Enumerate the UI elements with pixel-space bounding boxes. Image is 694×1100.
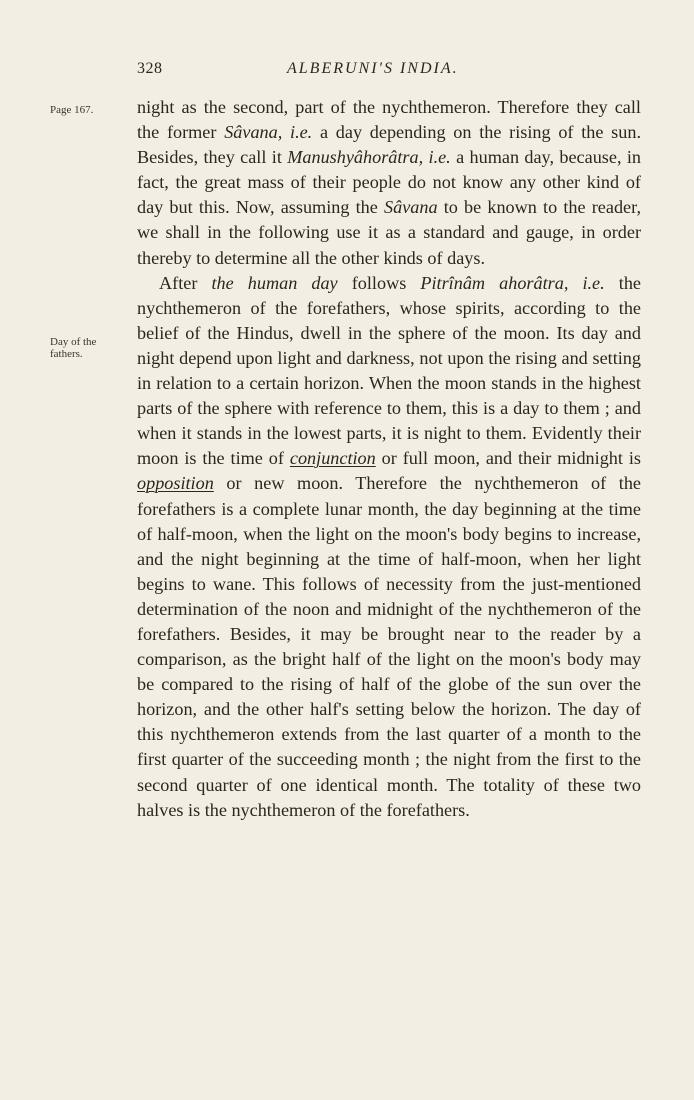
paragraph (137, 271, 641, 823)
italic-term: Sâvana, i.e. (224, 122, 313, 143)
text-run: After (159, 272, 212, 293)
text-run: or full moon, and their midnight is (375, 448, 641, 469)
text-run: the nychthemeron of the forefathers, whose spirits, according to the belief of the Hindus, dwell in the sphere of the moon. Its day and night depend upon light and darkness, not upon the rising and setting in relation to a certain horizon. When the moon stands in the highest parts of the sphere with reference to them, this is a day to them ; and when it stands in the lowest parts, it is night to them. Evidently their moon is the time of (137, 272, 641, 469)
text-run: night as the second, part of the nychthemeron. Therefore they call the former (137, 97, 641, 143)
italic-term: opposition (137, 473, 214, 494)
text-run: follows (337, 272, 421, 293)
running-title: ALBERUNI'S INDIA. (287, 60, 459, 77)
page-number: 328 (137, 60, 163, 77)
italic-term: Manushyâhorâtra, i.e. (287, 147, 451, 168)
text-run: a human day, because, in fact, the great mass of their people do not know any other kind of day but this. Now, assuming the (137, 147, 641, 218)
italic-term: Sâvana (384, 197, 438, 218)
italic-term: conjunction (289, 448, 376, 469)
text-run: a day depending on the rising of the sun. Besides, they call it (137, 122, 641, 168)
body-text (137, 95, 641, 823)
text-run: or new moon. Therefore the nychthemeron of the forefathers is a complete lunar month, the day beginning at the time of half-moon, when the light on the moon's body begins to increase, and the night beginning at the time of half-moon, when her light begins to wane. This follows of necessity from the just-mentioned determination of the noon and midnight of the nychthemeron of the forefathers. Besides, it may be brought near to the reader by a comparison, as the bright half of the light on the moon's body may be compared to the rising of half of the globe of the sun over the horizon, and the other half's setting below the horizon. The day of this nychthemeron extends from the last quarter of a month to the first quarter of the succeeding month ; the night from the first to the second quarter of one identical month. The totality of these two halves is the nychthemeron of the forefathers. (137, 473, 641, 820)
paragraph (137, 95, 641, 271)
text-run: to be known to the reader, we shall in the following use it as a standard and gauge, in order thereby to determine all the other kinds of days. (137, 197, 641, 268)
margin-sidenote: Day of the fathers. (50, 336, 97, 360)
italic-term: the human day (211, 272, 338, 293)
italic-term: Pitrînâm ahorâtra, i.e. (420, 272, 605, 293)
page-header (137, 60, 641, 86)
margin-page-reference: Page 167. (50, 104, 94, 116)
